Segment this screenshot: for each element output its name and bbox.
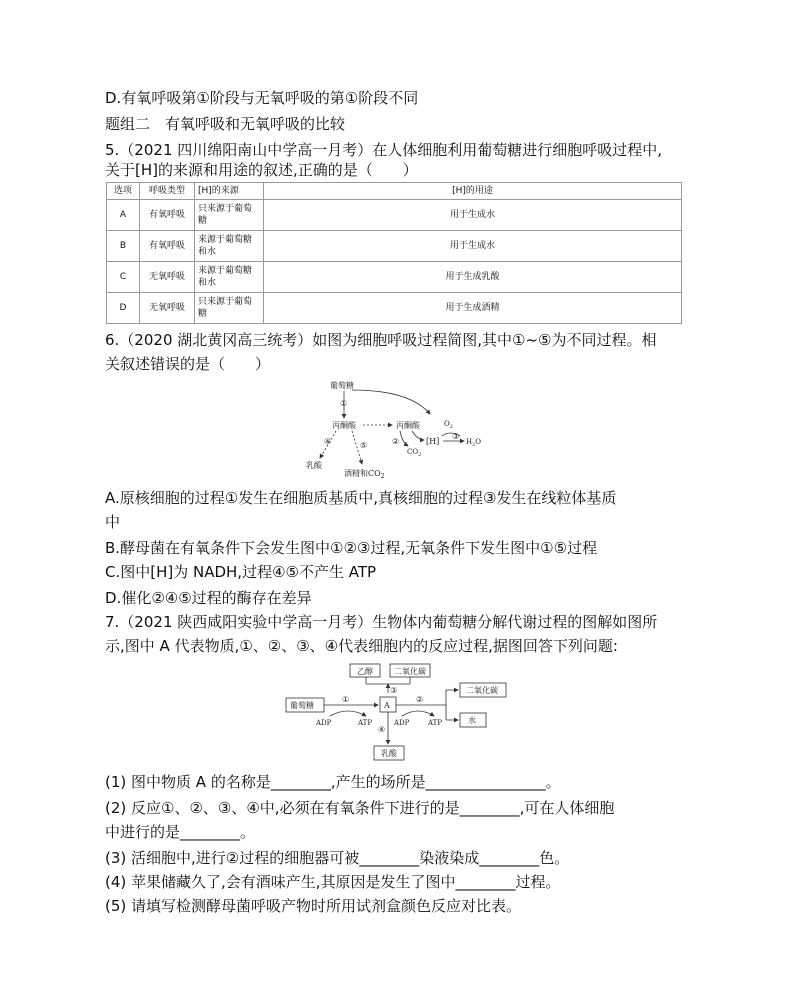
water-label: 水 <box>468 716 476 725</box>
question-7-stem-cont: 示,图中 A 代表物质,①、②、③、④代表细胞内的反应过程,据图回答下列问题: <box>105 637 618 655</box>
option-a-line: A.原核细胞的过程①发生在细胞质基质中,真核细胞的过程③发生在线粒体基质 <box>105 489 617 507</box>
lactic-label: 乳酸 <box>381 749 397 758</box>
answer-options-table <box>106 182 682 324</box>
step-3-label: ③ <box>390 686 398 695</box>
table-cell: 用于生成水 <box>264 231 682 262</box>
adp-label-2: ADP <box>394 719 410 727</box>
table-header-cell: 选项 <box>107 183 140 200</box>
atp-label-2: ATP <box>428 719 443 727</box>
sub-question-4: (4) 苹果储藏久了,会有酒味产生,其原因是发生了图中________过程。 <box>105 873 561 891</box>
step-4-label: ④ <box>324 437 332 446</box>
section-heading: 题组二 有氧呼吸和无氧呼吸的比较 <box>105 115 346 133</box>
table-cell: 用于生成酒精 <box>264 293 682 324</box>
step-1-label: ① <box>340 399 348 408</box>
step-4-label: ④ <box>378 725 386 734</box>
table-row <box>107 231 682 262</box>
option-b-line: B.酵母菌在有氧条件下会发生图中①②③过程,无氧条件下发生图中①⑤过程 <box>105 539 598 557</box>
adp-label-1: ADP <box>316 719 332 727</box>
pyruvate-label: 丙酮酸 <box>332 421 356 430</box>
table-cell: 用于生成乳酸 <box>264 262 682 293</box>
table-cell: 来源于葡萄糖和水 <box>195 262 264 293</box>
option-d-line: D.有氧呼吸第①阶段与无氧呼吸的第①阶段不同 <box>105 89 419 107</box>
glucose-label: 葡萄糖 <box>290 701 314 710</box>
table-header-cell: [H]的用途 <box>264 183 682 200</box>
respiration-diagram <box>300 378 530 478</box>
question-6-stem: 6.（2020 湖北黄冈高三统考）如图为细胞呼吸过程简图,其中①~⑤为不同过程。相 <box>105 331 657 349</box>
table-cell: B <box>107 231 140 262</box>
co2-right-label: 二氧化碳 <box>466 686 498 695</box>
table-cell: 只来源于葡萄糖 <box>195 200 264 231</box>
h-label: [H] <box>426 437 440 446</box>
question-5-stem-cont: 关于[H]的来源和用途的叙述,正确的是（ ） <box>105 161 418 179</box>
table-row <box>107 293 682 324</box>
sub-question-2-cont: 中进行的是________。 <box>105 823 256 841</box>
step-5-label: ⑤ <box>360 441 368 450</box>
lactic-acid-label: 乳酸 <box>306 461 322 470</box>
sub-question-3: (3) 活细胞中,进行②过程的细胞器可被________染液染成________色。 <box>105 849 570 867</box>
table-cell: 来源于葡萄糖和水 <box>195 231 264 262</box>
step-3-label: ③ <box>452 432 460 441</box>
option-c-line: C.图中[H]为 NADH,过程④⑤不产生 ATP <box>105 563 377 581</box>
arrow-2 <box>400 431 408 446</box>
arrow-curve <box>352 390 430 414</box>
question-7-stem: 7.（2021 陕西咸阳实验中学高一月考）生物体内葡萄糖分解代谢过程的图解如图所 <box>105 613 658 631</box>
table-cell: C <box>107 262 140 293</box>
table-header-row <box>107 183 682 200</box>
o2-label: $O_2$ <box>444 420 453 430</box>
table-cell: 用于生成水 <box>264 200 682 231</box>
ethanol-label: 乙醇 <box>357 667 373 676</box>
option-d-line-2: D.催化②④⑤过程的酶存在差异 <box>105 589 312 607</box>
table-header-cell: [H]的来源 <box>195 183 264 200</box>
atp-arrow-2 <box>402 711 434 716</box>
atp-arrow-1 <box>330 711 366 716</box>
table-cell: 只来源于葡萄糖 <box>195 293 264 324</box>
question-6-stem-cont: 关叙述错误的是（ ） <box>105 355 271 373</box>
glucose-label: 葡萄糖 <box>330 381 354 390</box>
h2o-label: $H_2O$ <box>466 438 482 448</box>
table-row <box>107 262 682 293</box>
glucose-metabolism-diagram <box>286 660 526 762</box>
table-row <box>107 200 682 231</box>
co2-label: $CO_2$ <box>407 448 422 458</box>
step-1-label: ① <box>342 695 350 704</box>
table-cell: 无氧呼吸 <box>140 262 195 293</box>
sub-question-1: (1) 图中物质 A 的名称是________,产生的场所是________________。 <box>105 773 561 791</box>
alcohol-co2-label: 酒精和$CO_2$ <box>344 469 385 480</box>
step-2-label: ② <box>416 695 424 704</box>
atp-label-1: ATP <box>358 719 373 727</box>
sub-question-2: (2) 反应①、②、③、④中,必须在有氧条件下进行的是________,可在人体细胞 <box>105 799 615 817</box>
co2-top-label: 二氧化碳 <box>394 667 426 676</box>
question-5-stem: 5.（2021 四川绵阳南山中学高一月考）在人体细胞利用葡萄糖进行细胞呼吸过程中, <box>105 141 663 159</box>
option-a-line-cont: 中 <box>105 513 121 531</box>
table-cell: 有氧呼吸 <box>140 231 195 262</box>
table-cell: D <box>107 293 140 324</box>
sub-question-5: (5) 请填写检测酵母菌呼吸产物时所用试剂盒颜色反应对比表。 <box>105 897 522 915</box>
table-header-cell: 呼吸类型 <box>140 183 195 200</box>
arrow-h <box>412 431 424 440</box>
substance-a-label: A <box>384 701 390 710</box>
table-cell: 有氧呼吸 <box>140 200 195 231</box>
step-2-label: ② <box>392 437 400 446</box>
table-cell: A <box>107 200 140 231</box>
pyruvate-label-2: 丙酮酸 <box>396 421 420 430</box>
table-cell: 无氧呼吸 <box>140 293 195 324</box>
